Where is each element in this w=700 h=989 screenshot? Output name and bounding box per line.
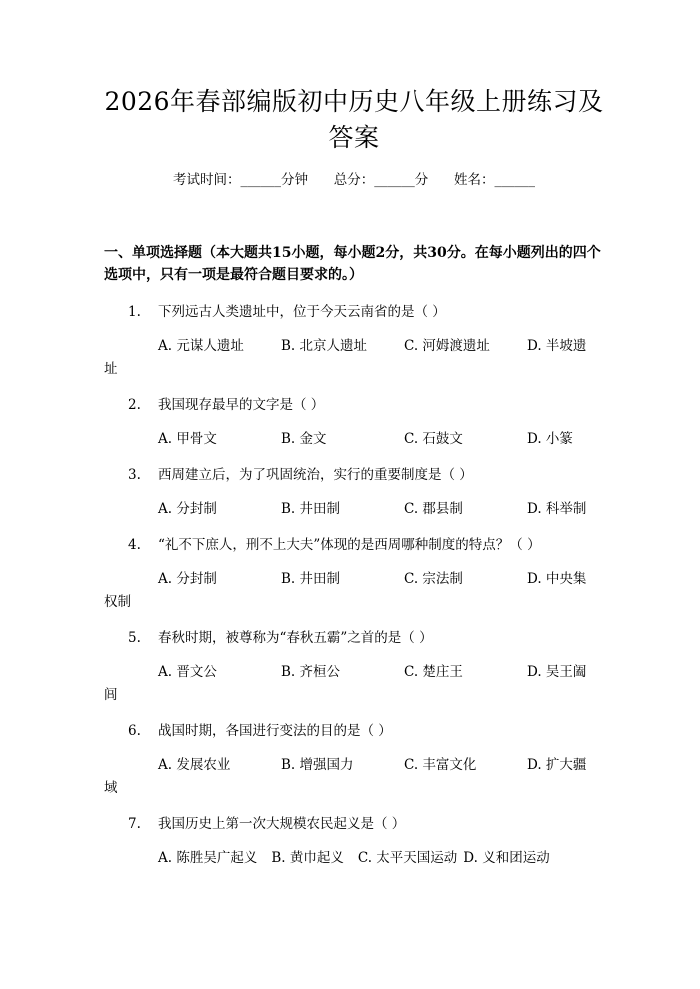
option-b: B. 北京人遗址: [281, 338, 368, 354]
question-text: 春秋时期，被尊称为“春秋五霸”之首的是（ ）: [158, 630, 433, 646]
question-5: [104, 628, 604, 705]
option-wrap-tail: 闾: [104, 687, 118, 703]
question-text: 战国时期，各国进行变法的目的是（ ）: [158, 723, 392, 739]
document-title: [104, 84, 604, 156]
question-options: [104, 569, 604, 612]
question-stem: [104, 302, 604, 322]
option-a: A. 甲骨文: [158, 431, 217, 447]
option-a: A. 发展农业: [158, 757, 231, 773]
question-stem: [104, 535, 604, 555]
option-b: B. 井田制: [281, 501, 341, 517]
option-d: D. 科举制: [527, 501, 587, 517]
question-number: 2.: [128, 397, 141, 413]
question-number: 1.: [128, 304, 141, 320]
option-d: D. 小篆: [527, 431, 573, 447]
option-b: B. 黄巾起义: [271, 850, 344, 866]
question-text: 西周建立后，为了巩固统治，实行的重要制度是（ ）: [158, 467, 473, 483]
question-number: 4.: [128, 537, 141, 553]
question-1: [104, 302, 604, 379]
question-number: 7.: [128, 816, 141, 832]
question-number: 3.: [128, 467, 141, 483]
option-d: D. 中央集: [527, 571, 587, 587]
question-stem: [104, 721, 604, 741]
option-a: A. 分封制: [158, 571, 217, 587]
question-options: [104, 755, 604, 798]
question-2: [104, 395, 604, 449]
option-c: C. 宗法制: [404, 571, 463, 587]
option-c: C. 石鼓文: [404, 431, 463, 447]
option-c: C. 太平天国运动: [357, 850, 458, 866]
option-d: D. 吴王阖: [527, 664, 587, 680]
question-text: 我国历史上第一次大规模农民起义是（ ）: [158, 816, 406, 832]
question-text: 下列远古人类遗址中，位于今天云南省的是（ ）: [158, 304, 446, 320]
section-heading: 一、单项选择题（本大题共15小题，每小题2分，共30分。在每小题列出的四个选项中，只有一项是最符合题目要求的。）: [104, 245, 601, 283]
question-3: [104, 465, 604, 519]
option-a: A. 分封制: [158, 501, 217, 517]
option-c: C. 郡县制: [404, 501, 463, 517]
question-text: “礼不下庶人，刑不上大夫”体现的是西周哪种制度的特点？（ ）: [158, 537, 541, 553]
question-stem: [104, 465, 604, 485]
question-4: [104, 535, 604, 612]
option-c: C. 河姆渡遗址: [404, 338, 490, 354]
question-options: [104, 662, 604, 705]
option-b: B. 齐桓公: [281, 664, 341, 680]
question-stem: [104, 814, 604, 834]
option-d: D. 扩大疆: [527, 757, 587, 773]
option-wrap-tail: 域: [104, 780, 118, 796]
exam-info: 考试时间：______分钟 总分：______分 姓名：______: [173, 172, 535, 188]
question-number: 5.: [128, 630, 141, 646]
option-c: C. 丰富文化: [404, 757, 477, 773]
question-7: [104, 814, 604, 868]
document-page: [0, 84, 700, 989]
question-number: 6.: [128, 723, 141, 739]
question-options: [104, 499, 604, 519]
title-line-1: 2026年春部编版初中历史八年级上册练习及: [104, 87, 604, 116]
question-6: [104, 721, 604, 798]
question-options: [104, 848, 604, 868]
option-d: D. 义和团运动: [463, 850, 550, 866]
option-d: D. 半坡遗: [527, 338, 587, 354]
option-a: A. 元谋人遗址: [158, 338, 244, 354]
question-options: [104, 429, 604, 449]
title-line-2: 答案: [328, 123, 380, 152]
question-stem: [104, 395, 604, 415]
question-list: [104, 302, 604, 868]
option-b: B. 井田制: [281, 571, 341, 587]
option-wrap-tail: 址: [104, 361, 118, 377]
question-stem: [104, 628, 604, 648]
option-b: B. 金文: [281, 431, 327, 447]
question-text: 我国现存最早的文字是（ ）: [158, 397, 325, 413]
option-wrap-tail: 权制: [104, 594, 131, 610]
question-options: [104, 336, 604, 379]
option-a: A. 晋文公: [158, 664, 217, 680]
option-c: C. 楚庄王: [404, 664, 463, 680]
option-a: A. 陈胜吴广起义: [158, 850, 258, 866]
option-b: B. 增强国力: [281, 757, 354, 773]
